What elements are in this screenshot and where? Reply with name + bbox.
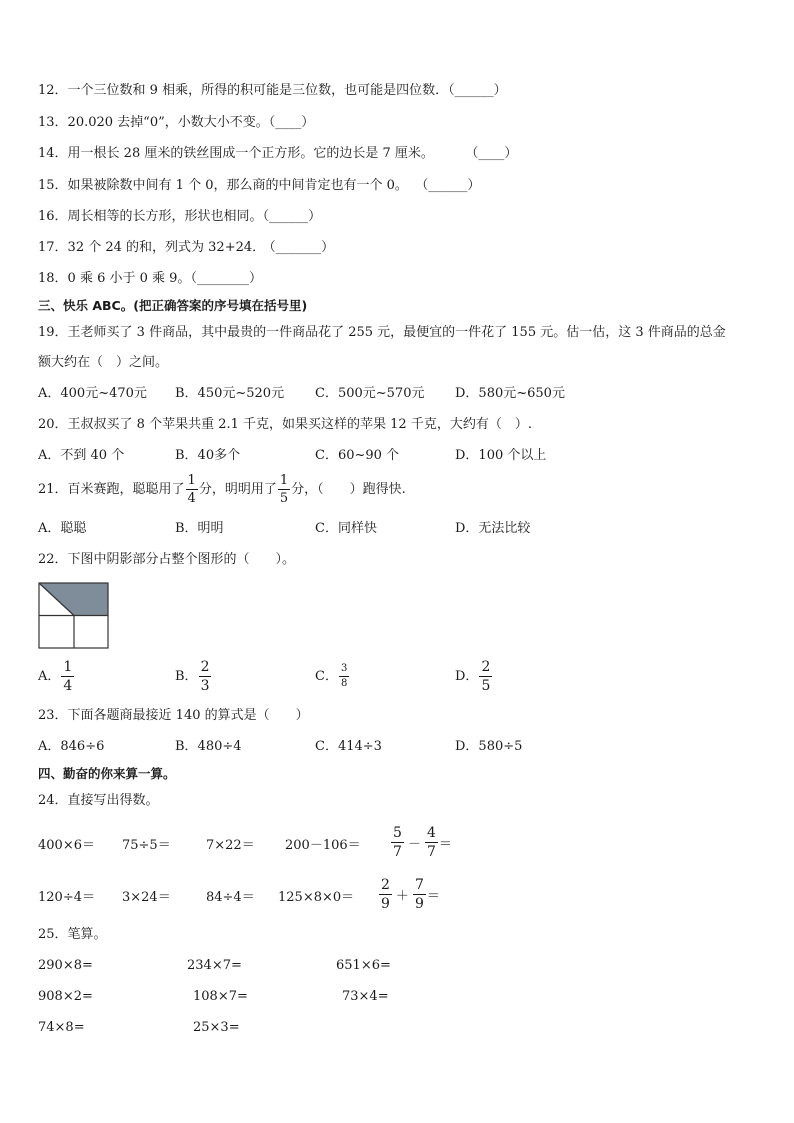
option-b[interactable]: B．明明	[175, 521, 224, 536]
question-15: 15．如果被除数中间有 1 个 0，那么商的中间肯定也有一个 0。 （______）	[38, 178, 481, 193]
calc-item: 3×24＝	[122, 890, 171, 905]
calc-item: 290×8=	[38, 958, 93, 973]
option-a[interactable]: A．846÷6	[38, 739, 105, 754]
calc-item: 74×8=	[38, 1020, 85, 1035]
calc-item: 75÷5＝	[122, 838, 171, 853]
fraction: $\frac{2}{5}$	[481, 659, 491, 694]
shaded-grid-figure	[38, 582, 110, 650]
question-20: 20．王叔叔买了 8 个苹果共重 2.1 千克，如果买这样的苹果 12 千克，大约有（ ）.	[38, 417, 532, 432]
answer-blank[interactable]: （_______）	[269, 240, 335, 255]
option-d[interactable]: D．100 个以上	[455, 448, 547, 463]
fraction-calc: $\frac{2}{9}$ ＋ $\frac{7}{9}$ ＝	[381, 877, 440, 912]
shaded-region	[39, 583, 108, 616]
question-23: 23．下面各题商最接近 140 的算式是（ ）	[38, 708, 309, 723]
question-12: 12．一个三位数和 9 相乘，所得的积可能是三位数，也可能是四位数．（______）	[38, 83, 507, 98]
option-a[interactable]: A． $\frac{1}{4}$	[38, 659, 73, 694]
answer-blank[interactable]: （______）	[262, 209, 322, 224]
calc-item: 234×7=	[187, 958, 242, 973]
calc-item: 908×2=	[38, 989, 93, 1004]
fraction: $\frac{3}{8}$	[340, 663, 348, 689]
question-19-line1: 19．王老师买了 3 件商品，其中最贵的一件商品花了 255 元，最便宜的一件花了 155 元。估一估，这 3 件商品的总金	[38, 325, 726, 340]
fraction: $\frac{1}{5}$	[279, 473, 289, 506]
calc-item: 400×6＝	[38, 838, 95, 853]
fraction-calc: $\frac{5}{7}$ － $\frac{4}{7}$ ＝	[393, 825, 452, 860]
option-a[interactable]: A．400元~470元	[38, 386, 147, 401]
calc-item: 651×6=	[336, 958, 391, 973]
option-a[interactable]: A．不到 40 个	[38, 448, 125, 463]
question-21: 21．百米赛跑，聪聪用了 $\frac{1}{4}$ 分，明明用了 $\frac{1}{5}$ 分，（ ）跑得快.	[38, 473, 406, 506]
option-c[interactable]: C．414÷3	[315, 739, 382, 754]
option-c[interactable]: C．同样快	[315, 521, 377, 536]
calc-item: 108×7=	[193, 989, 248, 1004]
option-b[interactable]: B．480÷4	[175, 739, 242, 754]
question-22: 22．下图中阴影部分占整个图形的（ ）。	[38, 552, 296, 567]
fraction: $\frac{5}{7}$	[393, 825, 402, 860]
option-d[interactable]: D．580元~650元	[455, 386, 565, 401]
answer-blank[interactable]: （______）	[421, 178, 481, 193]
calc-item: 25×3=	[193, 1020, 240, 1035]
question-25: 25．笔算。	[38, 927, 107, 942]
calc-item: 125×8×0＝	[278, 890, 355, 905]
section-heading-4: 四、勤奋的你来算一算。	[38, 766, 176, 781]
calc-item: 7×22＝	[206, 838, 255, 853]
option-b[interactable]: B． $\frac{2}{3}$	[175, 659, 210, 694]
option-c[interactable]: C． $\frac{3}{8}$	[315, 663, 348, 689]
fraction: $\frac{2}{9}$	[381, 877, 390, 912]
question-19-line2: 额大约在（ ）之间。	[38, 355, 169, 370]
option-a[interactable]: A．聪聪	[38, 521, 87, 536]
calc-item: 200－106＝	[285, 838, 361, 853]
answer-blank[interactable]: （________）	[190, 271, 262, 286]
question-17: 17．32 个 24 的和，列式为 32+24． （_______）	[38, 240, 335, 255]
option-b[interactable]: B．450元~520元	[175, 386, 285, 401]
option-d[interactable]: D．无法比较	[455, 521, 531, 536]
fraction: $\frac{2}{3}$	[200, 659, 210, 694]
option-c[interactable]: C．60~90 个	[315, 448, 400, 463]
fraction: $\frac{1}{4}$	[63, 659, 73, 694]
fraction: $\frac{1}{4}$	[187, 473, 196, 506]
fraction: $\frac{4}{7}$	[426, 825, 436, 860]
question-14: 14．用一根长 28 厘米的铁丝围成一个正方形。它的边长是 7 厘米。 （____）	[38, 146, 518, 161]
option-d[interactable]: D． $\frac{2}{5}$	[455, 659, 491, 694]
option-b[interactable]: B．40多个	[175, 448, 241, 463]
answer-blank[interactable]: （____）	[471, 146, 518, 161]
fraction: $\frac{7}{9}$	[414, 877, 424, 912]
option-c[interactable]: C．500元~570元	[315, 386, 425, 401]
section-heading-3: 三、快乐 ABC。(把正确答案的序号填在括号里)	[38, 298, 308, 313]
option-d[interactable]: D．580÷5	[455, 739, 523, 754]
answer-blank[interactable]: （____）	[268, 115, 315, 130]
calc-item: 120÷4＝	[38, 890, 95, 905]
calc-item: 73×4=	[342, 989, 389, 1004]
question-13: 13．20.020 去掉“0”，小数大小不变。（____）	[38, 115, 315, 130]
answer-blank[interactable]: （______）	[448, 83, 507, 98]
calc-item: 84÷4＝	[206, 890, 255, 905]
question-24: 24．直接写出得数。	[38, 793, 159, 808]
question-16: 16．周长相等的长方形，形状也相同。（______）	[38, 209, 322, 224]
question-18: 18．0 乘 6 小于 0 乘 9。（________）	[38, 271, 262, 286]
